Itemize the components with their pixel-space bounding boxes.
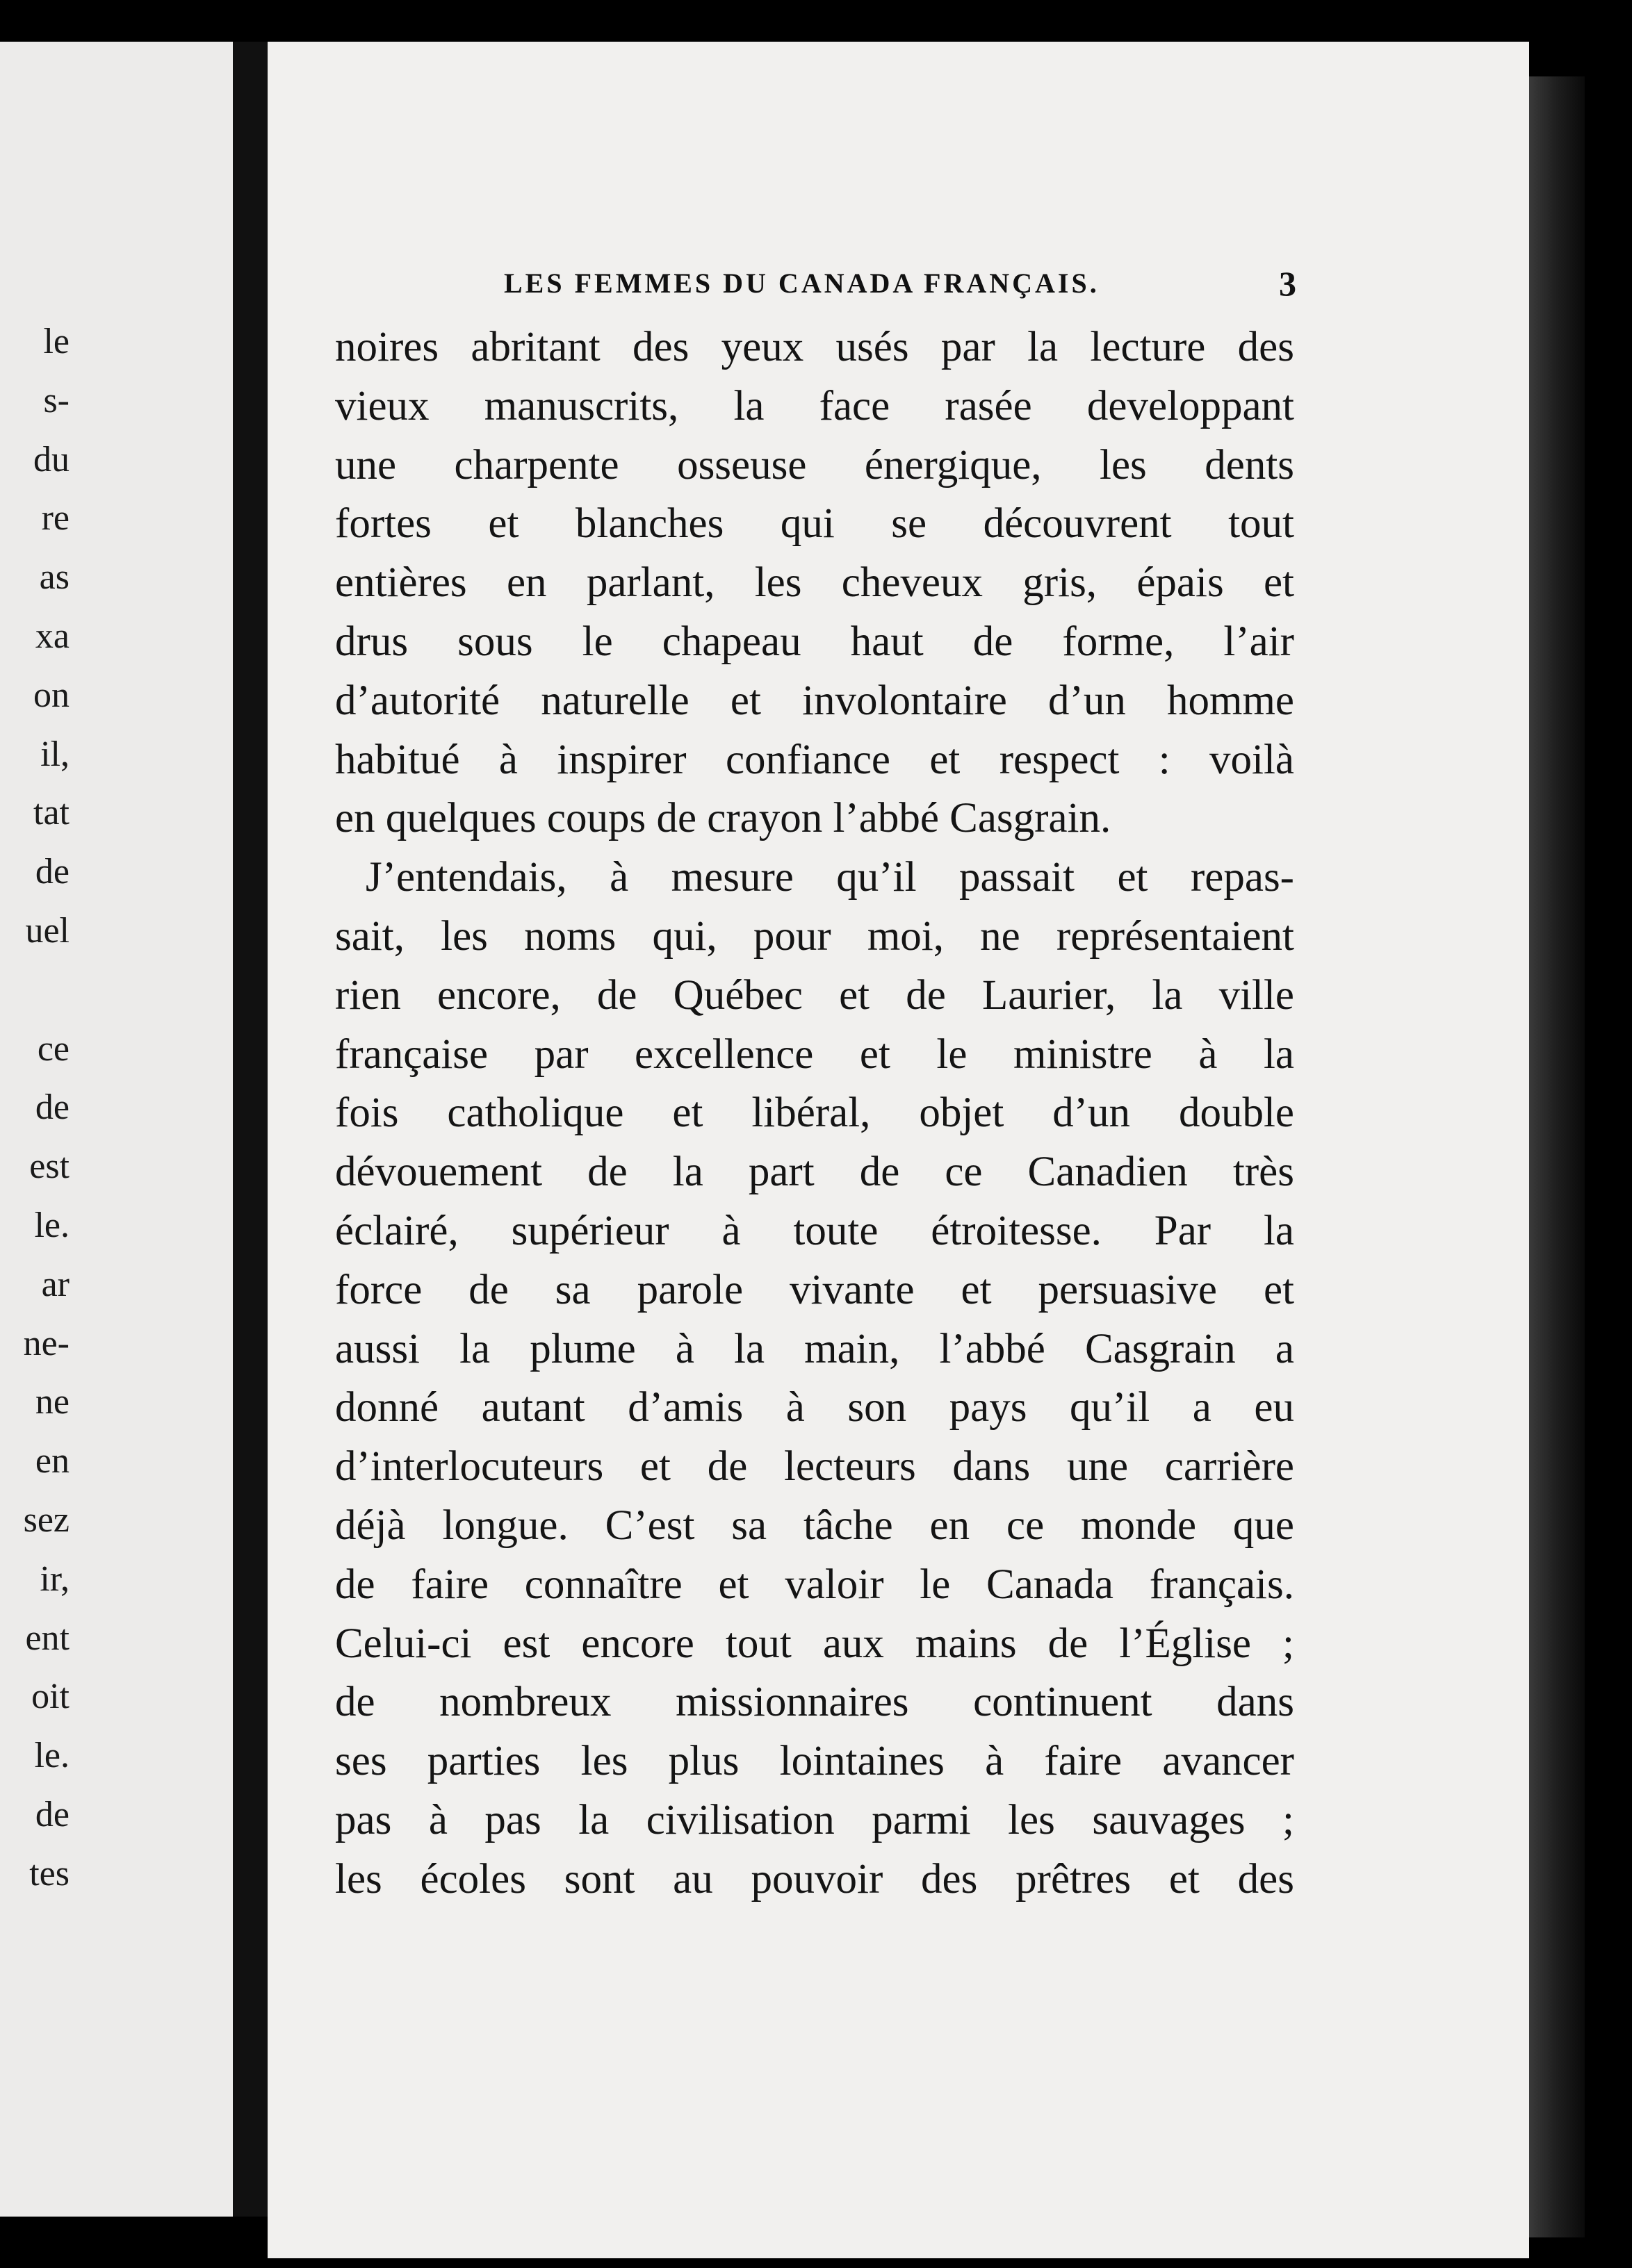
page-number: 3 [1279, 264, 1296, 303]
fragment-line: le. [34, 1205, 70, 1245]
text-line: en quelques coups de crayon l’abbé Casgrain. [335, 795, 1111, 842]
fragment-line: de [35, 1087, 70, 1128]
fragment-line: de [35, 852, 70, 892]
text-line: J’entendais, à mesure qu’il passait et repas- [366, 854, 1294, 901]
page-edge-stack [1529, 76, 1585, 2237]
text-line: d’autorité naturelle et involontaire d’un homme [335, 677, 1294, 724]
fragment-line: en [35, 1441, 70, 1481]
fragment-line: est [29, 1147, 70, 1187]
text-line: habitué à inspirer confiance et respect : voilà [335, 736, 1294, 783]
fragment-line: tes [29, 1853, 70, 1893]
fragment-line [0, 961, 70, 1020]
text-line: donné autant d’amis à son pays qu’il a eu [335, 1384, 1294, 1431]
fragment-line: le. [34, 1736, 70, 1776]
text-line: de nombreux missionnaires continuent dans [335, 1679, 1294, 1726]
text-line: sait, les noms qui, pour moi, ne représentaient [335, 912, 1294, 960]
text-line: ses parties les plus lointaines à faire avancer [335, 1738, 1294, 1785]
text-line: drus sous le chapeau haut de forme, l’air [335, 618, 1294, 665]
fragment-line: sez [23, 1499, 70, 1540]
text-line: de faire connaître et valoir le Canada français. [335, 1561, 1294, 1608]
fragment-line: on [33, 675, 70, 715]
fragment-line: ce [37, 1028, 70, 1069]
book-gutter [233, 42, 268, 2217]
fragment-line: ent [25, 1618, 70, 1658]
fragment-line: re [41, 498, 70, 539]
fragment-line: il, [40, 734, 70, 774]
text-line: éclairé, supérieur à toute étroitesse. Par la [335, 1207, 1294, 1254]
fragment-line: ar [41, 1264, 70, 1304]
text-line: déjà longue. C’est sa tâche en ce monde que [335, 1502, 1294, 1549]
running-title: LES FEMMES DU CANADA FRANÇAIS. [504, 268, 1100, 299]
text-line: pas à pas la civilisation parmi les sauvages ; [335, 1796, 1294, 1843]
text-line: noires abritant des yeux usés par la lecture des [335, 324, 1294, 370]
text-line: force de sa parole vivante et persuasive et [335, 1266, 1294, 1313]
text-line: rien encore, de Québec et de Laurier, la ville [335, 971, 1294, 1019]
text-line: les écoles sont au pouvoir des prêtres et des [335, 1855, 1294, 1903]
fragment-line: xa [35, 616, 70, 656]
fragment-line: du [33, 439, 70, 479]
text-line: fortes et blanches qui se découvrent tout [335, 500, 1294, 548]
fragment-line: oit [31, 1677, 70, 1717]
fragment-line: ir, [40, 1559, 70, 1599]
text-line: d’interlocuteurs et de lecteurs dans une carrière [335, 1443, 1294, 1490]
text-line: une charpente osseuse énergique, les dents [335, 441, 1294, 488]
facing-page-text-fragments [0, 313, 70, 1904]
fragment-line: le [43, 322, 70, 361]
fragment-line: de [35, 1794, 70, 1834]
fragment-line: ne- [23, 1323, 70, 1363]
page-header [504, 263, 1296, 304]
body-text [335, 318, 1294, 1909]
text-line: française par excellence et le ministre à la [335, 1030, 1294, 1078]
fragment-line: uel [25, 910, 70, 951]
text-line: vieux manuscrits, la face rasée developpant [335, 382, 1294, 429]
text-line: entières en parlant, les cheveux gris, épais et [335, 559, 1294, 607]
fragment-line: ne [35, 1382, 70, 1422]
text-line: dévouement de la part de ce Canadien très [335, 1149, 1294, 1196]
facing-page [0, 42, 233, 2217]
fragment-line: s- [43, 380, 70, 420]
text-line: fois catholique et libéral, objet d’un double [335, 1090, 1294, 1137]
fragment-line: as [39, 557, 70, 598]
text-line: Celui-ci est encore tout aux mains de l’Église ; [335, 1620, 1294, 1667]
fragment-line: tat [33, 793, 70, 833]
text-line: aussi la plume à la main, l’abbé Casgrain a [335, 1325, 1294, 1372]
